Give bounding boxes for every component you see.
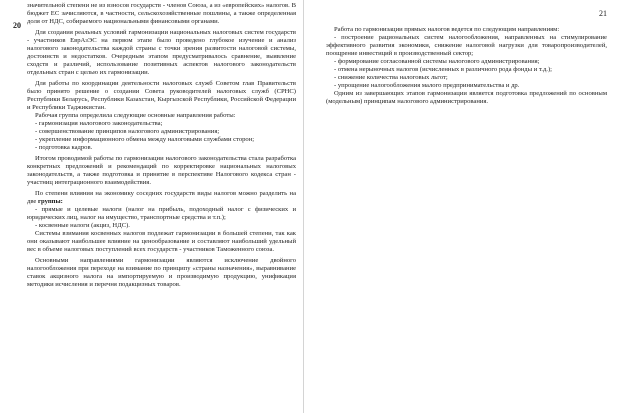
paragraph: - гармонизация налогового законодательства; xyxy=(35,120,163,127)
paragraph: Для работы по координации деятельности налоговых служб Советом глав Правительств было принято решение о создании Совета руководителей налоговых служб (СРНС) Республики Беларусь, Республики Казахстан, Кыргызской Республики, Российской Федерации и Республики Таджикистан. xyxy=(27,80,296,111)
paragraph: Для создания реальных условий гармонизации национальных налоговых систем государств - участников ЕврАзЭС на первом этапе было проведено глубокое изучение и анализ налогового законодательства каждой страны с точки зрения развитости налоговой системы, достоинств и недостатков. Очередным этапом предусматривалось сравнение, выявление сходств и различий, использование позитивных аспектов налогового законодательств отдельных стран с целью их гармонизации. xyxy=(27,29,296,76)
paragraph: - построение рациональных систем налогообложения, направленных на стимулирование эффективного развития экономики, снижение налоговой нагрузки для товаропроизводителей, поощрение инвестиций в производственный сектор; xyxy=(326,34,607,57)
paragraph: Системы взимания косвенных налогов подлежат гармонизации в большей степени, так как они оказывают наибольшее влияние на ценообразование и составляют наибольший удельный вес в объеме налоговых поступлений всех государств - участников Таможенного союза. xyxy=(27,230,296,253)
paragraph: Итогом проводимой работы по гармонизации налогового законодательства стала разработка конкретных предложений и рекомендаций по корректировке национальных налоговых законодательств, а также подготовка и принятие в перспективе Налогового кодекса стран - участниц интеграционного взаимодействия. xyxy=(27,155,296,186)
paragraph: По степени влияния на экономику соседних государств виды налогов можно разделить на две группы: xyxy=(27,190,296,205)
left-page-body xyxy=(27,2,296,289)
paragraph: значительной степени не из взносов государств - членов Союза, а из «европейских» налогов. В бюджет ЕС зачисляются, в частности, сельскохозяйственные пошлины, а также определенная доля от НДС, собираемого национальными финансовыми органами. xyxy=(27,2,296,25)
right-page xyxy=(308,0,617,413)
left-page xyxy=(0,0,300,413)
paragraph: Одним из завершающих этапов гармонизации является подготовка предложений по основным (модельным) принципам налогового администрирования. xyxy=(326,90,607,105)
paragraph: - отмена нерыночных налогов (исчисленных в различного рода фонды и т.д.); xyxy=(334,66,552,73)
paragraph: - снижение количества налоговых льгот; xyxy=(334,74,448,81)
paragraph: - формирование согласованной системы налогового администрирования; xyxy=(334,58,540,65)
paragraph: - косвенные налоги (акциз, НДС). xyxy=(35,222,130,229)
paragraph: - укрепление информационного обмена между налоговыми службами сторон; xyxy=(35,136,255,143)
right-page-number: 21 xyxy=(599,9,607,18)
paragraph: - совершенствование принципов налогового администрирования; xyxy=(35,128,220,135)
paragraph: - упрощение налогообложения малого предпринимательства и др. xyxy=(334,82,520,89)
paragraph: Основными направлениями гармонизации являются исключение двойного налогообложения при переходе на взимание по принципу «страны назначения», выравнивание ставок акцизного налога на импортируемую и производимую продукцию, унификация методики исчисления и перечня подакцизных товаров. xyxy=(27,257,296,288)
paragraph: - прямые и целевые налоги (налог на прибыль, подоходный налог с физических и юридических лиц, налог на имущество, транспортные средства и т.п.); xyxy=(27,206,296,221)
right-page-body xyxy=(326,26,607,106)
left-page-number: 20 xyxy=(13,21,21,30)
paragraph: - подготовка кадров. xyxy=(35,144,93,151)
paragraph: Работа по гармонизации прямых налогов ведется по следующим направлениям: xyxy=(334,26,560,33)
bold-term: группы: xyxy=(38,198,63,205)
paragraph: Рабочая группа определила следующие основные направления работы: xyxy=(35,112,236,119)
page-divider xyxy=(303,0,304,413)
